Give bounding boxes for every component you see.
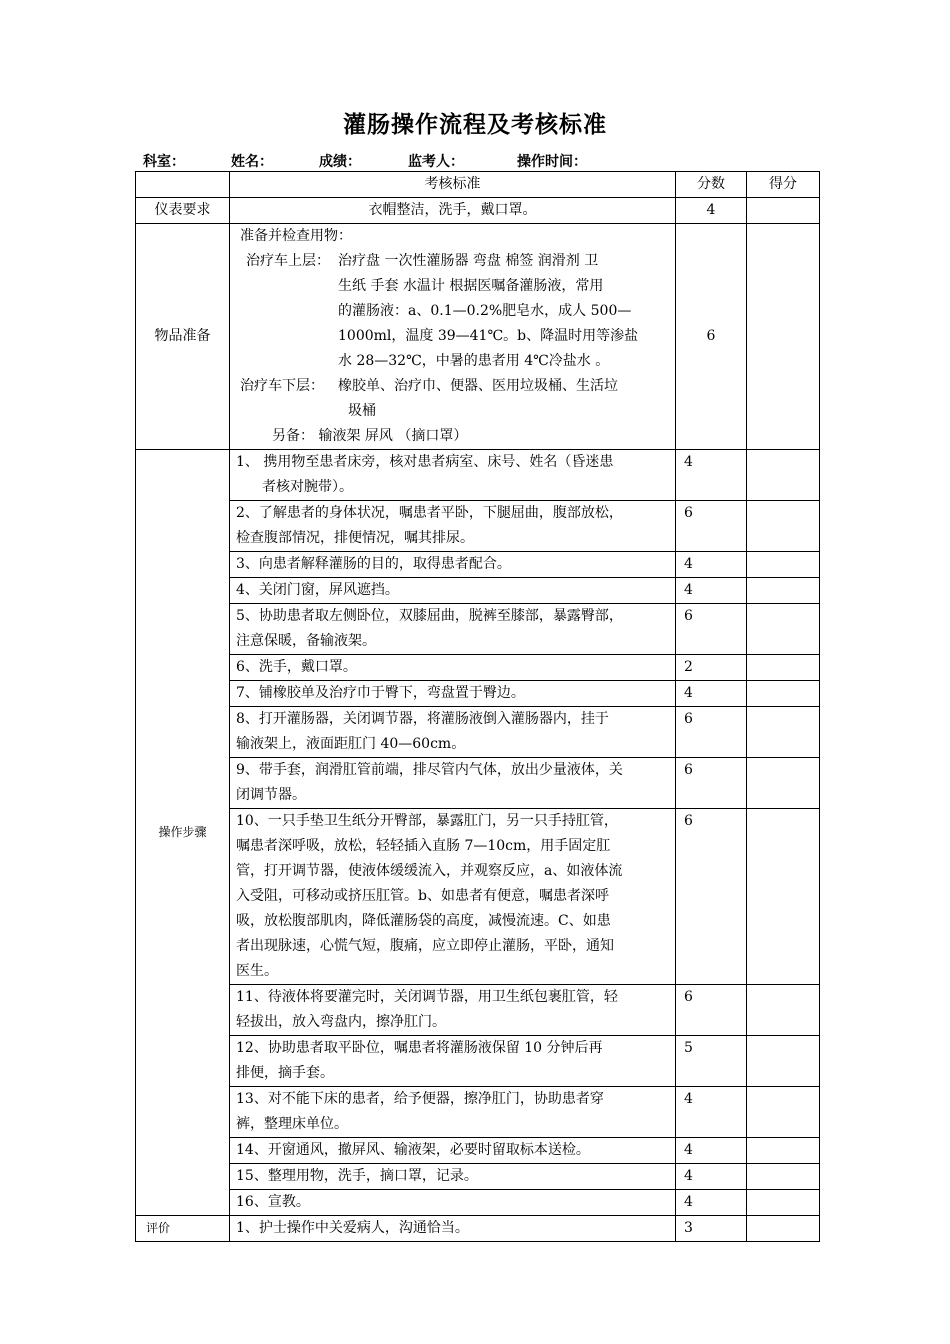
assessment-table — [135, 171, 820, 1242]
step-row — [136, 1164, 820, 1190]
step-line: 裤，整理床单位。 — [236, 1116, 348, 1132]
evaluation-points: 3 — [676, 1216, 747, 1242]
supplies-upper — [236, 249, 669, 374]
header-earned: 得分 — [747, 172, 820, 198]
step-row — [136, 1138, 820, 1164]
step-text — [230, 1138, 676, 1164]
supplies-lower — [236, 374, 669, 424]
step-text — [230, 707, 676, 758]
step-points: 6 — [676, 501, 747, 552]
step-earned-cell[interactable] — [747, 809, 820, 985]
step-points: 4 — [676, 578, 747, 604]
step-line: 轻拔出，放入弯盘内，擦净肛门。 — [236, 1014, 446, 1030]
step-row — [136, 1036, 820, 1087]
header-points: 分数 — [676, 172, 747, 198]
step-points: 4 — [676, 552, 747, 578]
appearance-earned-cell[interactable] — [747, 198, 820, 224]
step-line: 12、协助患者取平卧位，嘱患者将灌肠液保留 10 分钟后再 — [236, 1040, 603, 1056]
step-earned-cell[interactable] — [747, 1087, 820, 1138]
step-points: 5 — [676, 1036, 747, 1087]
step-line: 注意保暖，备输液架。 — [236, 633, 376, 649]
step-earned-cell[interactable] — [747, 501, 820, 552]
step-text — [230, 809, 676, 985]
step-earned-cell[interactable] — [747, 758, 820, 809]
step-points: 4 — [676, 1190, 747, 1216]
step-points: 4 — [676, 1087, 747, 1138]
supplies-points: 6 — [676, 224, 747, 450]
appearance-row — [136, 198, 820, 224]
step-line: 15、整理用物，洗手，摘口罩，记录。 — [236, 1168, 478, 1184]
step-line: 闭调节器。 — [236, 787, 306, 803]
header-row — [136, 172, 820, 198]
step-line: 者核对腕带）。 — [262, 479, 353, 495]
step-text — [230, 1164, 676, 1190]
supplies-intro: 准备并检查用物： — [240, 228, 352, 244]
evaluation-row — [136, 1216, 820, 1242]
step-line: 排便，摘手套。 — [236, 1065, 334, 1081]
step-line: 吸，放松腹部肌肉，降低灌肠袋的高度，减慢流速。C、如患 — [236, 913, 611, 929]
step-line: 11、待液体将要灌完时，关闭调节器，用卫生纸包裹肛管，轻 — [236, 989, 618, 1005]
step-row — [136, 681, 820, 707]
step-row — [136, 1087, 820, 1138]
step-points: 4 — [676, 450, 747, 501]
examiner-label: 监考人： — [408, 154, 464, 170]
step-points: 2 — [676, 655, 747, 681]
step-earned-cell[interactable] — [747, 578, 820, 604]
document-title: 灌肠操作流程及考核标准 — [343, 111, 607, 138]
step-text — [230, 578, 676, 604]
supplies-category: 物品准备 — [136, 224, 230, 450]
supplies-upper-label: 治疗车上层： — [246, 253, 330, 269]
step-line: 9、带手套，润滑肛管前端，排尽管内气体，放出少量液体，关 — [236, 762, 623, 778]
step-text — [230, 501, 676, 552]
step-line: 3、向患者解释灌肠的目的，取得患者配合。 — [236, 556, 511, 572]
step-text — [230, 985, 676, 1036]
header-blank-cell — [136, 172, 230, 198]
supplies-lower-line: 橡胶单、治疗巾、便器、医用垃圾桶、生活垃 — [338, 378, 618, 394]
supplies-lower-label: 治疗车下层： — [240, 378, 324, 394]
appearance-points: 4 — [676, 198, 747, 224]
supplies-upper-line: 的灌肠液：a、0.1—0.2%肥皂水，成人 500— — [338, 303, 632, 319]
step-line: 1、 携用物至患者床旁，核对患者病室、床号、姓名（昏迷患 — [236, 454, 614, 470]
step-text — [230, 758, 676, 809]
score-label: 成绩： — [319, 154, 361, 170]
supplies-extra: 另备： 输液架 屏风 （摘口罩） — [272, 428, 468, 444]
step-line: 入受阻，可移动或挤压肛管。b、如患者有便意，嘱患者深呼 — [236, 888, 609, 904]
supplies-upper-line: 1000ml，温度 39—41℃。b、降温时用等渗盐 — [338, 328, 639, 344]
evaluation-text: 1、护士操作中关爱病人，沟通恰当。 — [230, 1216, 676, 1242]
step-line: 检查腹部情况，排便情况，嘱其排尿。 — [236, 530, 474, 546]
step-line: 医生。 — [236, 963, 278, 979]
step-line: 8、打开灌肠器，关闭调节器，将灌肠液倒入灌肠器内，挂于 — [236, 711, 609, 727]
step-text — [230, 681, 676, 707]
step-row — [136, 809, 820, 985]
step-points: 4 — [676, 1164, 747, 1190]
step-text — [230, 1087, 676, 1138]
step-line: 13、对不能下床的患者，给予便器，擦净肛门，协助患者穿 — [236, 1091, 604, 1107]
header-criteria: 考核标准 — [230, 172, 676, 198]
evaluation-category: 评价 — [136, 1216, 230, 1242]
step-row — [136, 450, 820, 501]
step-line: 输液架上，液面距肛门 40—60cm。 — [236, 736, 466, 752]
supplies-upper-line: 生纸 手套 水温计 根据医嘱备灌肠液，常用 — [338, 278, 604, 294]
step-line: 6、洗手，戴口罩。 — [236, 659, 357, 675]
supplies-upper-line: 治疗盘 一次性灌肠器 弯盘 棉签 润滑剂 卫 — [338, 253, 599, 269]
step-line: 10、一只手垫卫生纸分开臀部，暴露肛门，另一只手持肛管， — [236, 813, 618, 829]
step-row — [136, 1190, 820, 1216]
step-line: 4、关闭门窗，屏风遮挡。 — [236, 582, 399, 598]
step-row — [136, 578, 820, 604]
appearance-category: 仪表要求 — [136, 198, 230, 224]
step-row — [136, 655, 820, 681]
step-text — [230, 1190, 676, 1216]
supplies-lower-line: 圾桶 — [348, 403, 376, 419]
step-points: 6 — [676, 707, 747, 758]
step-points: 6 — [676, 985, 747, 1036]
step-points: 4 — [676, 1138, 747, 1164]
step-text — [230, 655, 676, 681]
step-text — [230, 450, 676, 501]
step-line: 者出现脉速，心慌气短，腹痛，应立即停止灌肠，平卧，通知 — [236, 938, 614, 954]
step-text — [230, 604, 676, 655]
step-earned-cell[interactable] — [747, 681, 820, 707]
step-row — [136, 758, 820, 809]
step-line: 5、协助患者取左侧卧位，双膝屈曲，脱裤至膝部，暴露臀部， — [236, 608, 623, 624]
step-line: 管，打开调节器，使液体缓缓流入，并观察反应，a、如液体流 — [236, 863, 623, 879]
step-points: 6 — [676, 758, 747, 809]
step-earned-cell[interactable] — [747, 655, 820, 681]
supplies-text — [230, 224, 676, 450]
step-earned-cell[interactable] — [747, 450, 820, 501]
step-earned-cell[interactable] — [747, 604, 820, 655]
step-earned-cell[interactable] — [747, 1138, 820, 1164]
step-row — [136, 985, 820, 1036]
appearance-text: 衣帽整洁，洗手，戴口罩。 — [230, 198, 676, 224]
step-row — [136, 501, 820, 552]
step-earned-cell[interactable] — [747, 1190, 820, 1216]
step-points: 4 — [676, 681, 747, 707]
supplies-row — [136, 224, 820, 450]
step-row — [136, 552, 820, 578]
step-earned-cell[interactable] — [747, 1036, 820, 1087]
step-earned-cell[interactable] — [747, 985, 820, 1036]
department-label: 科室： — [143, 154, 185, 170]
supplies-earned-cell[interactable] — [747, 224, 820, 450]
step-line: 14、开窗通风，撤屏风、输液架，必要时留取标本送检。 — [236, 1142, 590, 1158]
steps-category: 操作步骤 — [136, 450, 230, 1216]
step-earned-cell[interactable] — [747, 552, 820, 578]
step-points: 6 — [676, 604, 747, 655]
step-row — [136, 707, 820, 758]
time-label: 操作时间： — [517, 154, 587, 170]
step-earned-cell[interactable] — [747, 1164, 820, 1190]
step-text — [230, 1036, 676, 1087]
evaluation-earned-cell[interactable] — [747, 1216, 820, 1242]
name-label: 姓名： — [231, 154, 273, 170]
step-line: 7、铺橡胶单及治疗巾于臀下，弯盘置于臀边。 — [236, 685, 525, 701]
step-earned-cell[interactable] — [747, 707, 820, 758]
step-line: 16、宣教。 — [236, 1194, 310, 1210]
step-line: 嘱患者深呼吸，放松，轻轻插入直肠 7—10cm，用手固定肛 — [236, 838, 611, 854]
step-points: 6 — [676, 809, 747, 985]
supplies-upper-line: 水 28—32℃，中暑的患者用 4℃冷盐水 。 — [338, 353, 610, 369]
step-text — [230, 552, 676, 578]
step-row — [136, 604, 820, 655]
step-line: 2、了解患者的身体状况，嘱患者平卧，下腿屈曲，腹部放松， — [236, 505, 623, 521]
